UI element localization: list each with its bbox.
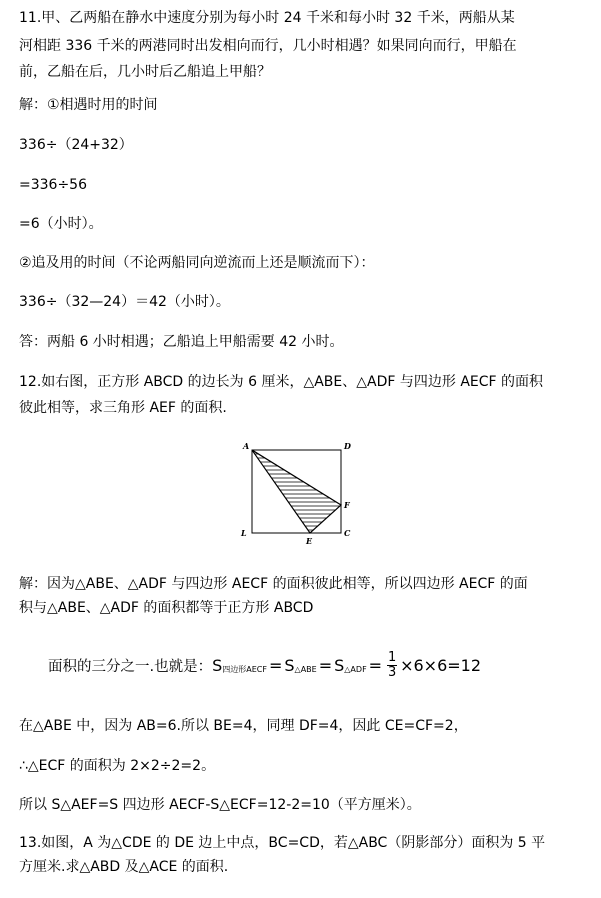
q11-line-1: 11.甲、乙两船在静水中速度分别为每小时 24 千米和每小时 32 千米，两船从某: [19, 10, 515, 26]
formula-tail: ×6×6=12: [400, 655, 482, 675]
fraction-denominator: 3: [387, 664, 397, 680]
label-e: E: [306, 536, 313, 546]
formula-eq1: =: [268, 655, 283, 675]
sol11-answer: 答：两船 6 小时相遇；乙船追上甲船需要 42 小时。: [19, 334, 344, 350]
q13-line-2: 方厘米.求△ABD 及△ACE 的面积.: [19, 859, 229, 875]
sol12-line-5: 所以 S△AEF=S 四边形 AECF-S△ECF=12-2=10（平方厘米）。: [19, 797, 421, 813]
formula-s3: S: [334, 655, 345, 675]
formula-fraction: [387, 651, 397, 680]
q11-line-3: 前，乙船在后，几小时后乙船追上甲船？: [19, 64, 271, 80]
q13-line-1: 13.如图，A 为△CDE 的 DE 边上中点，BC=CD，若△ABC（阴影部分）面积为 5 平: [19, 835, 546, 851]
formula-eq3: =: [368, 655, 383, 675]
sol12-line-2: 积与△ABE、△ADF 的面积都等于正方形 ABCD: [19, 600, 314, 616]
triangle-aef: [252, 450, 341, 533]
sol11-calc-3: =6（小时）。: [19, 216, 103, 232]
sol11-calc-1: 336÷（24+32）: [19, 137, 133, 153]
sol12-line-4: ∴△ECF 的面积为 2×2÷2=2。: [19, 758, 216, 774]
formula-s2: S: [284, 655, 295, 675]
fraction-numerator: 1: [387, 649, 397, 665]
sol12-line-3: 在△ABE 中，因为 AB=6.所以 BE=4，同理 DF=4，因此 CE=CF=2，: [19, 718, 468, 734]
triangle-hatch: [238, 454, 358, 530]
square-figure: [238, 438, 358, 550]
label-f: F: [344, 500, 350, 510]
formula-s1: S: [212, 655, 223, 675]
sol11-step-1: 解：①相遇时用的时间: [19, 97, 158, 113]
formula-eq2: =: [318, 655, 333, 675]
label-d: D: [344, 441, 351, 451]
area-formula: [48, 648, 481, 682]
q12-line-2: 彼此相等，求三角形 AEF 的面积.: [19, 400, 227, 416]
label-a: A: [243, 441, 250, 451]
sol11-calc-4: 336÷（32—24）＝42（小时）。: [19, 294, 230, 310]
formula-s3-sub: △ADF: [344, 664, 367, 674]
formula-prefix: 面积的三分之一.也就是：: [48, 658, 213, 675]
formula-s2-sub: △ABE: [294, 664, 317, 674]
sol12-line-1: 解：因为△ABE、△ADF 与四边形 AECF 的面积彼此相等，所以四边形 AECF 的面: [19, 576, 528, 592]
square-abcd: [252, 450, 341, 533]
sol11-calc-2: =336÷56: [19, 177, 87, 193]
formula-s1-sub: 四边形AECF: [222, 664, 267, 674]
label-c: C: [344, 528, 351, 538]
label-b: L: [241, 528, 247, 538]
sol11-step-2: ②追及用的时间（不论两船同向逆流而上还是顺流而下）：: [19, 255, 375, 271]
q11-line-2: 河相距 336 千米的两港同时出发相向而行，几小时相遇？如果同向而行，甲船在: [19, 38, 517, 54]
q12-line-1: 12.如右图，正方形 ABCD 的边长为 6 厘米，△ABE、△ADF 与四边形 AECF 的面积: [19, 374, 544, 390]
